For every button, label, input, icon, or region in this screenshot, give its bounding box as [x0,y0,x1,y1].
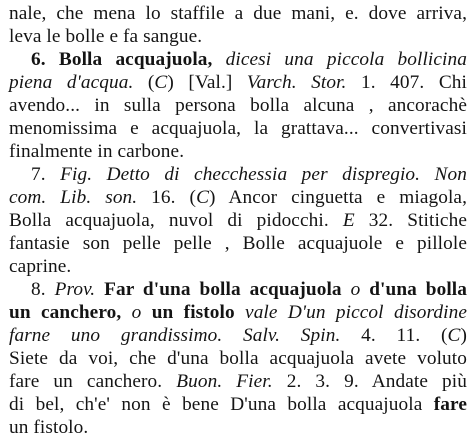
quotation: di bel, ch'e' non è bene D'una bolla acquajuola [9,394,434,415]
text-run: o [131,302,142,323]
text-run: nale, che mena lo staffile a due mani, e. dove arriva, [9,3,467,24]
source-mark: C [196,187,210,208]
citation-author: com. Lib. son. [9,187,138,208]
text-line [9,324,467,347]
citation-author: Varch. Stor. [246,72,347,93]
quotation: avendo... in sulla persona bolla alcuna , ancorachè [9,95,467,116]
citation-ref: 1. 407. Chi [346,72,467,93]
citation-ref: 16. ( [137,187,197,208]
text-line [9,117,467,140]
headword: d'una bolla [360,279,467,300]
entry-number: 7. [31,164,61,185]
definition: Fig. Detto di checchessia per dispregio. Non [60,164,467,185]
text-run: ( [133,72,155,93]
quotation: menomissima e acquajuola, la grattava... convertivasi [9,118,467,139]
quotation: Siete da voi, che d'una bolla acquajuola avete voluto [9,348,467,369]
quotation: ) Ancor cinguetta e miagola, [209,187,467,208]
text-line [9,48,467,71]
text-line [9,416,467,439]
text-line [9,2,467,25]
definition: piena d'acqua. [9,72,134,93]
definition: vale D'un piccol disordine [245,302,467,323]
source-mark: C [154,72,168,93]
entry-number: 8. [31,279,55,300]
quotation: Bolla acquajuola, nuvol di pidocchi. [9,210,343,231]
text-run: ) [460,325,467,346]
text-line [9,370,467,393]
headword: un canchero, [9,302,132,323]
text-line [9,347,467,370]
definition: farne uno grandissimo. Salv. Spin. [9,325,341,346]
text-line [9,140,467,163]
quotation: finalmente in carbone. [9,141,185,162]
quotation: caprine. [9,256,72,277]
headword: Bolla acquajuola, [58,49,213,70]
text-run: o [350,279,361,300]
text-line [9,94,467,117]
text-line [9,278,467,301]
citation-author: E [342,210,355,231]
text-line [9,71,467,94]
quotation: fantasie son pelle pelle , Bolle acquajuole e pillole [9,233,467,254]
text-run: leva le bolle e fa sangue. [9,26,203,47]
text-line [9,393,467,416]
entry-number: 6. [31,49,59,70]
usage-label: Prov. [54,279,96,300]
text-line [9,232,467,255]
quotation: fare un canchero. [9,371,177,392]
text-line [9,186,467,209]
source-mark: C [447,325,461,346]
entry-6 [9,48,467,163]
text-line [9,25,467,48]
dictionary-page-text [9,2,467,439]
text-run: ) [Val.] [167,72,247,93]
headword: Far d'una bolla acquajuola [95,279,351,300]
text-line [9,301,467,324]
headword: un fistolo [141,302,246,323]
entry-continuation [9,2,467,48]
citation-ref: 32. Stitiche [354,210,467,231]
text-line [9,163,467,186]
text-line [9,255,467,278]
citation-ref: 2. 3. 9. Andate più [272,371,467,392]
entry-8 [9,278,467,439]
headword-word: fare [433,394,467,415]
definition: dicesi una piccola bollicina [212,49,467,70]
text-line [9,209,467,232]
citation-ref: 4. 11. ( [340,325,448,346]
quotation: un fistolo. [9,417,89,438]
entry-7 [9,163,467,278]
citation-author: Buon. Fier. [176,371,273,392]
